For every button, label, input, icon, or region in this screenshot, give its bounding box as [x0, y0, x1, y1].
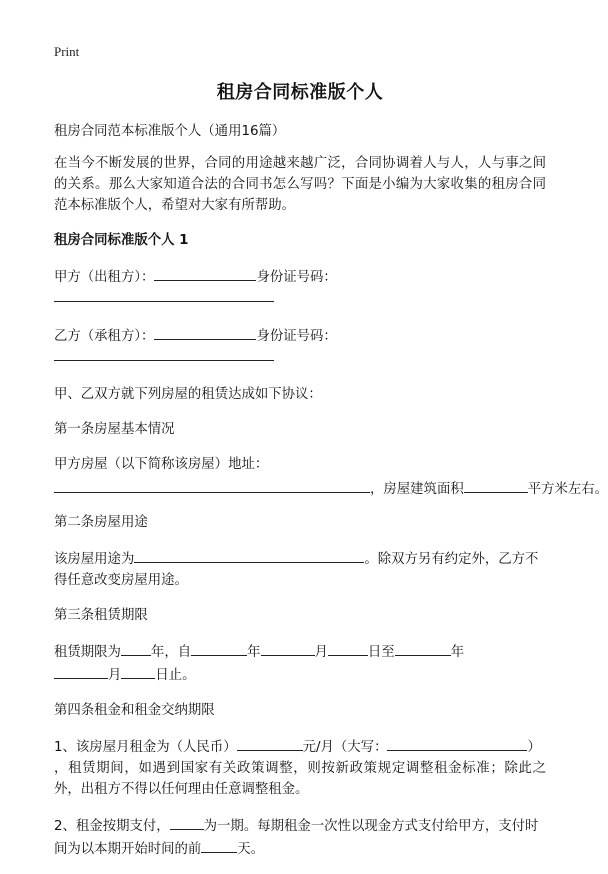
article4-heading: 第四条租金和租金交纳期限 [54, 703, 215, 718]
article3-heading: 第三条租赁期限 [54, 608, 148, 623]
party-b-block [54, 324, 546, 368]
rent-prefix: 1、该房屋月租金为（人民币） [54, 740, 237, 755]
pay-prefix: 2、租金按期支付， [54, 819, 170, 834]
area-blank [464, 477, 528, 493]
page-title: 租房合同标准版个人 [216, 82, 384, 103]
article1-heading: 第一条房屋基本情况 [54, 422, 175, 437]
rent-adjustment-text: ，租赁期间，如遇到国家有关政策调整，则按新政策规定调整租金标准；除此之外，出租方不得以任何理由任意调整租金。 [54, 761, 546, 797]
start-year-unit: 年 [247, 645, 261, 660]
term-year-unit: 年 [150, 645, 165, 660]
article1-address-label: 甲方房屋（以下简称该房屋）地址： [54, 457, 269, 472]
end-year-unit: 年 [450, 645, 465, 660]
party-a-block [54, 265, 546, 309]
party-b-id-label: 身份证号码： [256, 329, 337, 344]
document-subtitle: 租房合同范本标准版个人（通用16篇） [54, 124, 286, 139]
party-b-label: 乙方（承租方）： [54, 329, 155, 344]
start-month-unit: 月 [314, 645, 328, 660]
pay-days-blank [201, 837, 237, 853]
usage-suffix: 。除双方另有约定外，乙方不得任意改变房屋用途。 [54, 552, 539, 588]
term-from: ，自 [164, 645, 192, 660]
party-a-label: 甲方（出租方）： [54, 270, 155, 285]
end-day-blank [121, 663, 155, 679]
end-month-unit: 月 [108, 668, 122, 683]
party-a-id-blank [54, 295, 274, 302]
print-link[interactable]: Print [54, 44, 80, 59]
end-month-blank [54, 663, 108, 679]
usage-blank [134, 547, 364, 563]
article1-address-block [54, 454, 608, 500]
party-b-name-blank [154, 324, 256, 340]
start-year-blank [191, 640, 247, 656]
area-prefix: ，房屋建筑面积 [370, 482, 464, 497]
article3-clause [54, 640, 546, 686]
payment-clause [54, 814, 546, 860]
usage-prefix: 该房屋用途为 [54, 552, 135, 567]
term-prefix: 租赁期限为 [54, 645, 121, 660]
start-month-blank [261, 640, 315, 656]
article2-heading: 第二条房屋用途 [54, 515, 148, 530]
area-suffix: 平方米左右。 [527, 482, 608, 497]
term-years-blank [121, 640, 151, 656]
address-blank [54, 477, 370, 493]
document-body [54, 121, 608, 874]
day-to: 日至 [367, 645, 395, 660]
rent-unit: 元/月（大写： [302, 740, 388, 755]
intro-paragraph: 在当今不断发展的世界，合同的用途越来越广泛，合同协调着人与人，人与事之间的关系。那么大家知道合法的合同书怎么写吗？下面是小编为大家收集的租房合同范本标准版个人，希望对大家有所帮助。 [54, 156, 546, 213]
rent-close: ） [527, 740, 541, 755]
rent-words-blank [387, 735, 527, 751]
section-heading: 租房合同标准版个人 1 [54, 233, 189, 248]
pay-mid: 为一期。每期租金一次性以现金方式支付给甲方，支付时间为以本期开始时间的前 [54, 819, 539, 857]
party-b-id-blank [54, 354, 274, 361]
agreement-statement: 甲、乙双方就下列房屋的租赁达成如下协议： [54, 387, 322, 402]
end-year-blank [395, 640, 451, 656]
rent-amount-blank [237, 735, 303, 751]
party-a-name-blank [154, 265, 256, 281]
pay-period-blank [170, 814, 204, 830]
start-day-blank [328, 640, 368, 656]
pay-suffix: 天。 [237, 842, 265, 857]
article2-clause [54, 547, 546, 591]
party-a-id-label: 身份证号码： [256, 270, 337, 285]
day-end: 日止。 [155, 668, 196, 683]
rent-clause [54, 735, 546, 800]
